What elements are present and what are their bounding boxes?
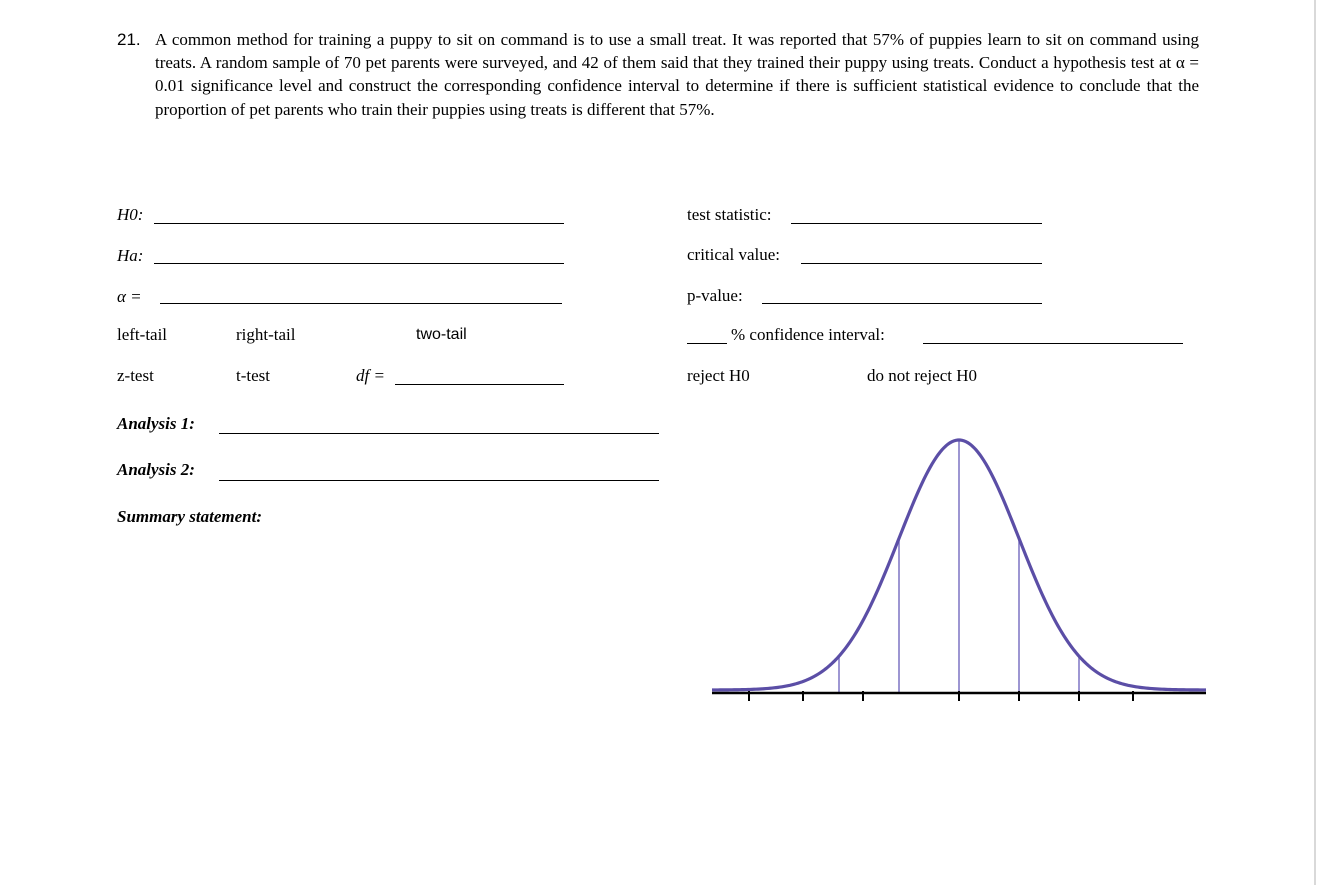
problem-text: A common method for training a puppy to sit on command is to use a small treat. It was reported that 57% of puppies learn to sit on command using treats. A random sample of 70 pet parents were surveyed, and 42 of them said that they trained their puppy using treats. Conduct a hypothesis test at α = 0.01 significance level and construct the corresponding confidence interval to determine if there is sufficient statistical evidence to conclude that the proportion of pet parents who train their puppies using treats is different that 57%.	[155, 30, 1199, 119]
t-test-option[interactable]: t-test	[236, 366, 270, 385]
critical-value-label: critical value:	[687, 245, 780, 264]
test-statistic-label: test statistic:	[687, 205, 772, 224]
z-test-option[interactable]: z-test	[117, 366, 154, 385]
df-label: df =	[356, 366, 385, 385]
p-value-label: p-value:	[687, 286, 743, 305]
reject-h0-option[interactable]: reject H0	[687, 366, 750, 385]
analysis-2-label: Analysis 2:	[117, 460, 195, 479]
confidence-interval-label: % confidence interval:	[731, 325, 885, 344]
do-not-reject-h0-option[interactable]: do not reject H0	[867, 366, 977, 385]
summary-statement-label: Summary statement:	[117, 507, 262, 526]
right-tail-option[interactable]: right-tail	[236, 325, 296, 344]
analysis-1-label: Analysis 1:	[117, 414, 195, 433]
left-tail-option[interactable]: left-tail	[117, 325, 168, 344]
ha-label: Ha:	[117, 246, 144, 265]
problem-number: 21.	[117, 30, 141, 49]
alpha-label: α =	[117, 287, 142, 306]
two-tail-option[interactable]: two-tail	[416, 326, 467, 343]
h0-label: H0:	[117, 205, 144, 224]
